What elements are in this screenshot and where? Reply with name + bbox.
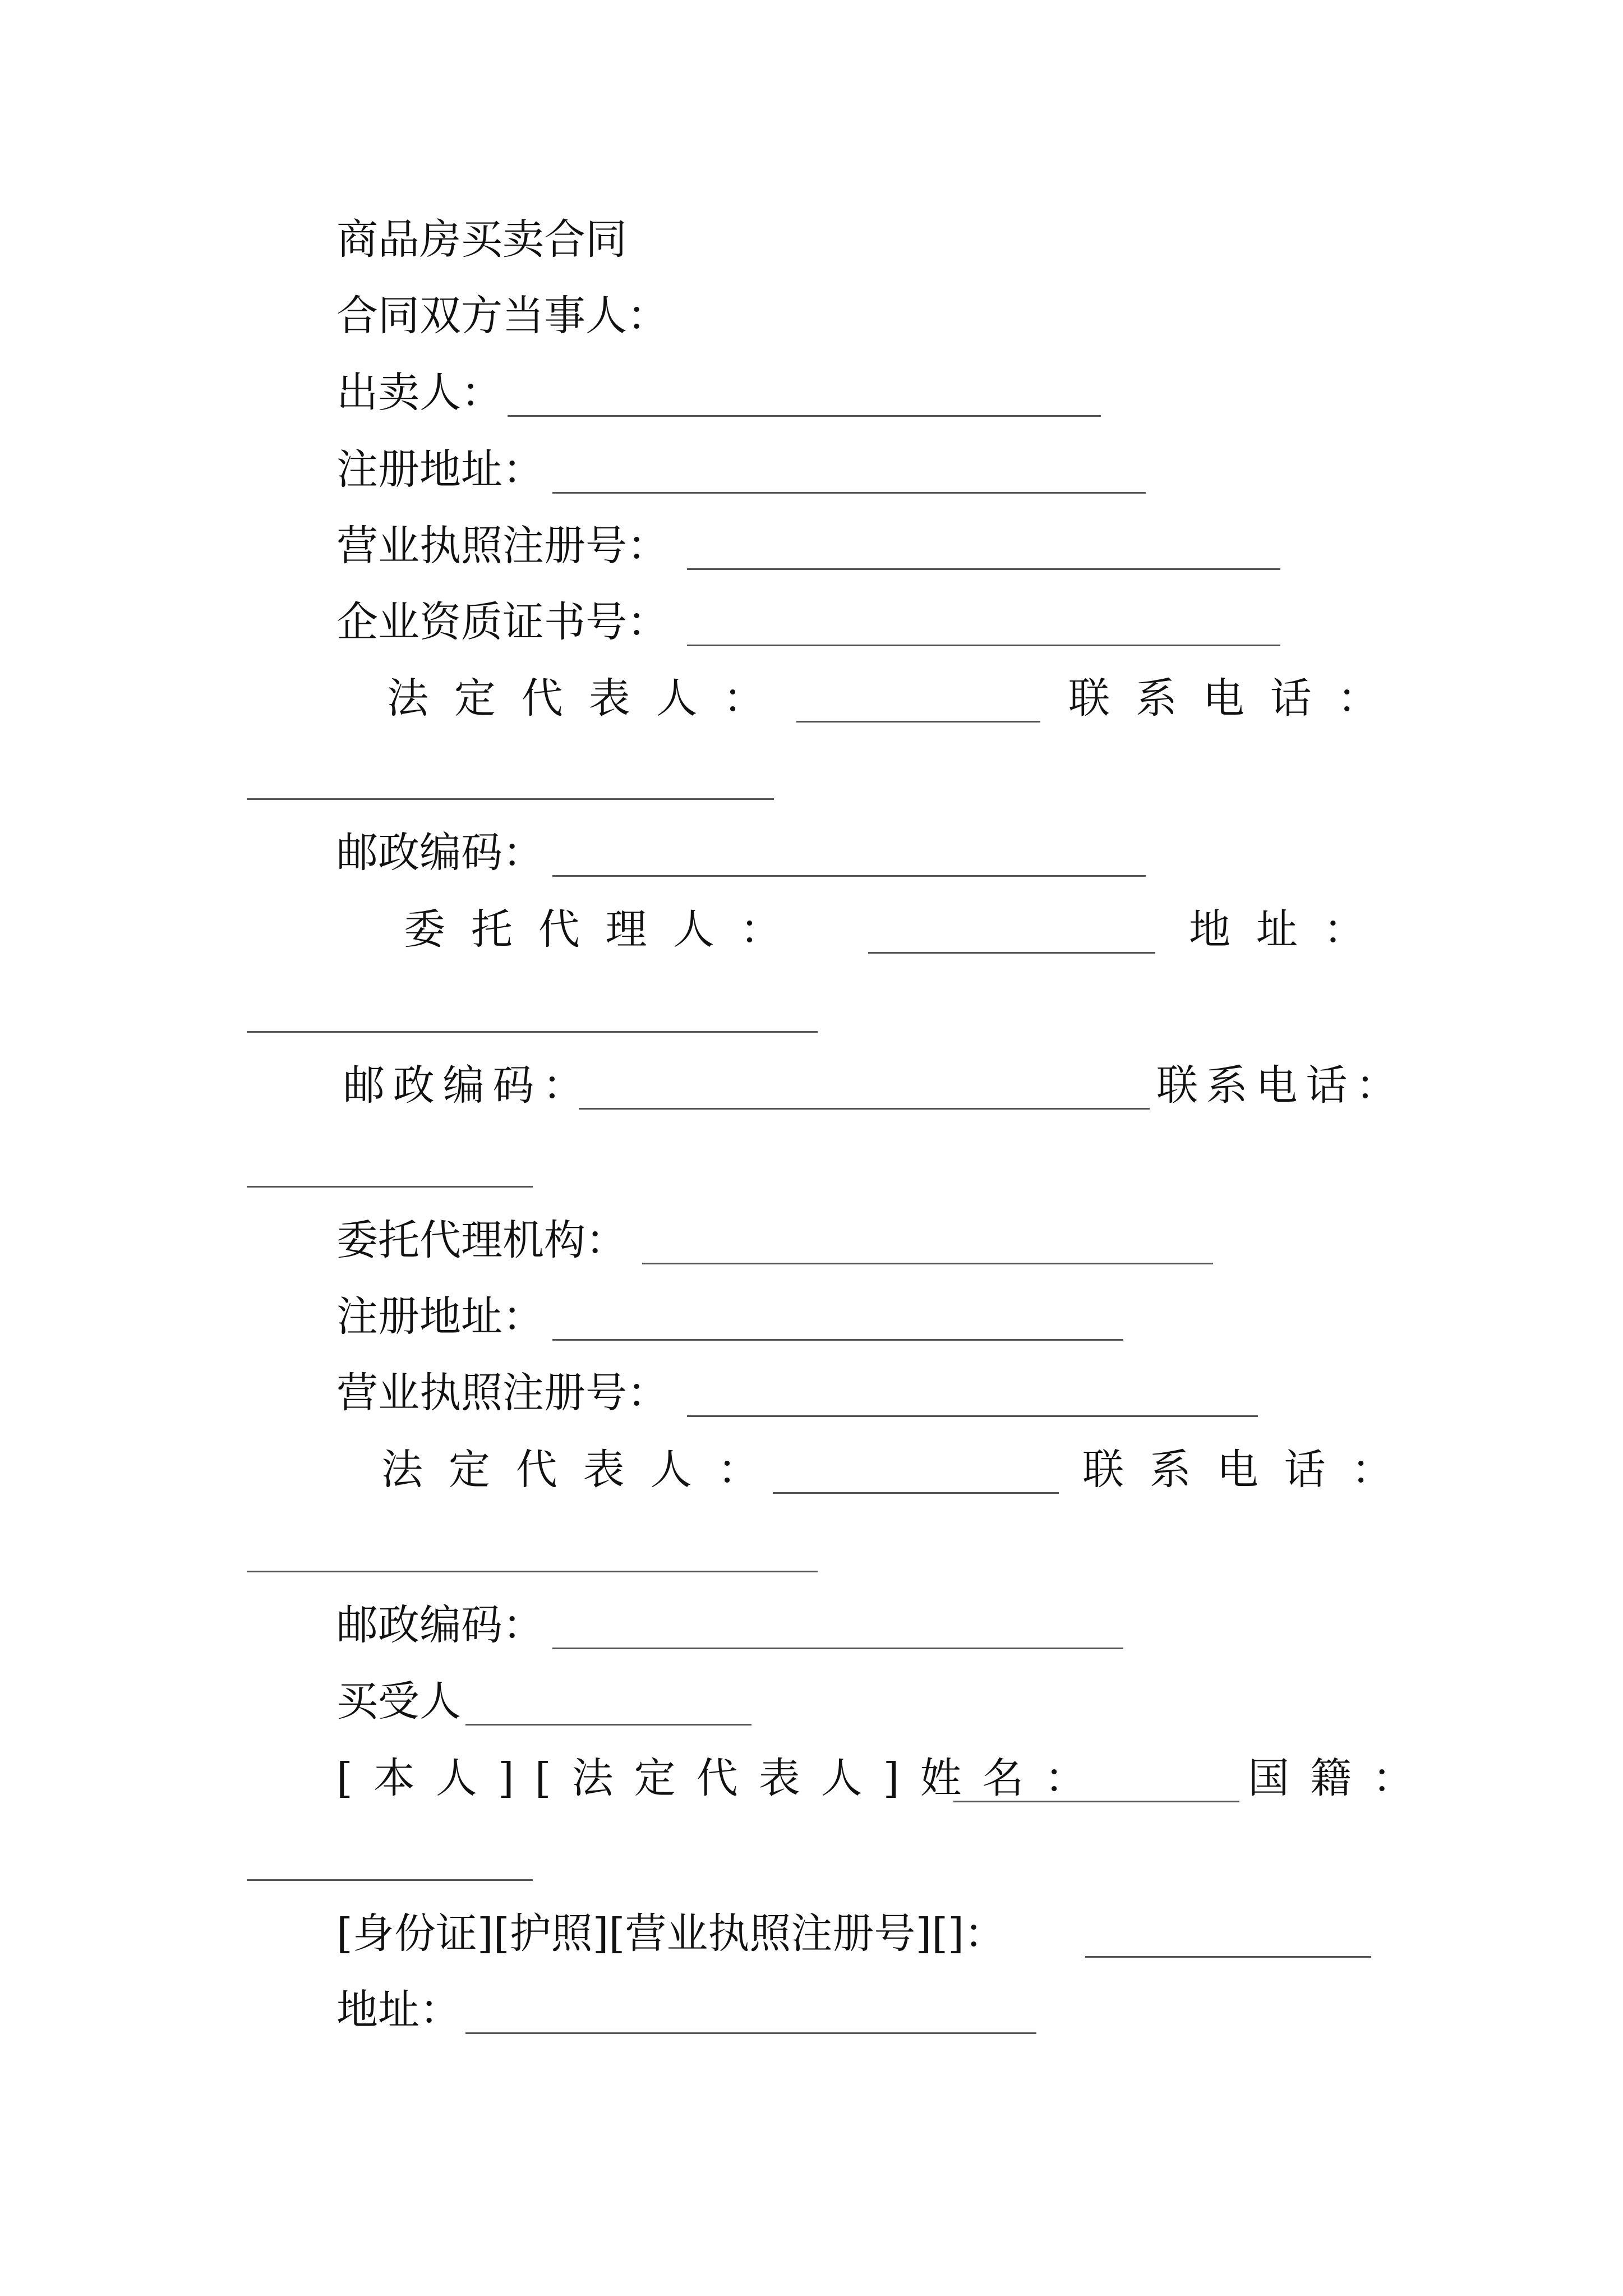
seller-address-blank[interactable]: [552, 492, 1146, 494]
seller-address-label: 注册地址：: [336, 445, 544, 494]
seller-agent-phone-label: 联系电话：: [1156, 1061, 1405, 1110]
agency-name-label: 委托代理机构：: [336, 1216, 627, 1264]
buyer-address-label: 地址：: [336, 1986, 461, 2034]
seller-license-blank[interactable]: [687, 568, 1280, 570]
document-title: 商品房买卖合同: [336, 215, 627, 264]
seller-qualification-blank[interactable]: [687, 645, 1280, 646]
buyer-name-label: 买受人: [336, 1677, 461, 1726]
buyer-person-blank[interactable]: [953, 1801, 1239, 1802]
buyer-person-label: [本人][法定代表人]姓名：: [336, 1754, 1107, 1802]
seller-agent-postcode-label: 邮政编码：: [343, 1061, 592, 1110]
agency-address-blank[interactable]: [552, 1339, 1123, 1341]
buyer-nationality-blank[interactable]: [247, 1879, 533, 1881]
agency-rep-label: 法定代表人：: [381, 1446, 785, 1494]
agency-phone-blank[interactable]: [247, 1571, 818, 1572]
agency-postcode-blank[interactable]: [552, 1648, 1123, 1649]
seller-postcode-label: 邮政编码：: [336, 829, 544, 877]
seller-license-label: 营业执照注册号：: [336, 522, 668, 570]
seller-rep-label: 法定代表人：: [387, 674, 791, 723]
buyer-address-blank[interactable]: [465, 2032, 1036, 2034]
seller-rep-blank[interactable]: [796, 721, 1040, 723]
agency-name-blank[interactable]: [642, 1263, 1213, 1264]
seller-agent-blank[interactable]: [868, 952, 1155, 954]
seller-agent-phone-blank[interactable]: [247, 1186, 533, 1188]
seller-agent-address-blank[interactable]: [247, 1031, 818, 1033]
seller-postcode-blank[interactable]: [552, 875, 1146, 877]
seller-name-label: 出卖人：: [336, 369, 502, 417]
seller-name-blank[interactable]: [508, 415, 1101, 417]
agency-postcode-label: 邮政编码：: [336, 1601, 544, 1649]
agency-phone-label: 联系电话：: [1082, 1446, 1419, 1494]
seller-agent-postcode-blank[interactable]: [579, 1108, 1150, 1110]
agency-rep-blank[interactable]: [773, 1492, 1059, 1494]
seller-agent-address-label: 地址：: [1189, 905, 1391, 954]
agency-license-blank[interactable]: [687, 1415, 1258, 1417]
buyer-id-label: [身份证][护照][营业执照注册号][]：: [336, 1910, 1006, 1958]
agency-license-label: 营业执照注册号：: [336, 1369, 668, 1417]
agency-address-label: 注册地址：: [336, 1292, 544, 1341]
buyer-name-blank[interactable]: [465, 1724, 751, 1726]
seller-agent-label: 委托代理人：: [404, 905, 808, 954]
seller-phone-label: 联系电话：: [1068, 674, 1405, 723]
seller-phone-blank[interactable]: [247, 798, 774, 800]
buyer-id-blank[interactable]: [1085, 1956, 1371, 1958]
buyer-nationality-label: 国籍：: [1248, 1754, 1435, 1802]
seller-qualification-label: 企业资质证书号：: [336, 598, 668, 646]
parties-heading: 合同双方当事人：: [336, 292, 668, 340]
